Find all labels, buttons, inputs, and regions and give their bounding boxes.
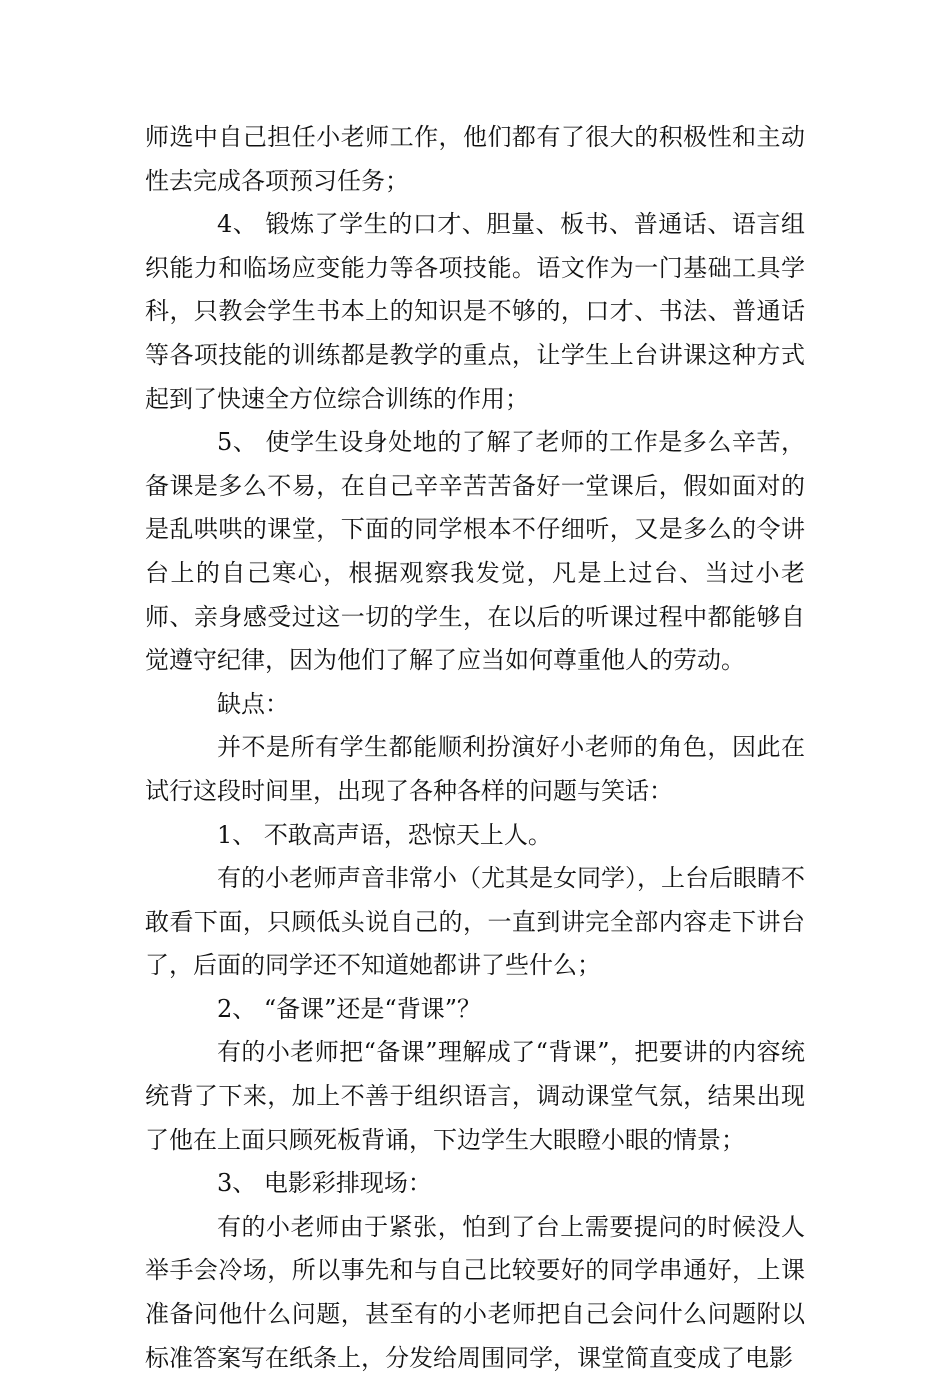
- item-heading-3: 3、 电影彩排现场：: [217, 1169, 432, 1198]
- paragraph-shortcomings-intro: 并不是所有学生都能顺利扮演好小老师的角色，因此在试行这段时间里，出现了各种各样的问题与笑话：: [145, 733, 805, 805]
- document-body: [145, 116, 805, 1380]
- paragraph-item-5: 5、 使学生设身处地的了解了老师的工作是多么辛苦，备课是多么不易，在自己辛辛苦苦备好一堂课后，假如面对的是乱哄哄的课堂，下面的同学根本不仔细听，又是多么的令讲台上的自己寒心，根据观察我发觉，凡是上过台、当过小老师、亲身感受过这一切的学生，在以后的听课过程中都能够自觉遵守纪律，因为他们了解了应当如何尊重他人的劳动。: [145, 428, 805, 675]
- section-heading-shortcomings: 缺点：: [217, 689, 289, 718]
- paragraph-item-2-detail: 有的小老师把“备课”理解成了“背课”，把要讲的内容统统背了下来，加上不善于组织语言，调动课堂气氛，结果出现了他在上面只顾死板背诵，下边学生大眼瞪小眼的情景；: [145, 1038, 805, 1154]
- item-heading-2: 2、 “备课”还是“背课”？: [217, 994, 481, 1023]
- item-heading-1: 1、 不敢高声语，恐惊天上人。: [217, 820, 552, 849]
- paragraph-item-1-detail: 有的小老师声音非常小（尤其是女同学），上台后眼睛不敢看下面，只顾低头说自己的，一直到讲完全部内容走下讲台了，后面的同学还不知道她都讲了些什么；: [145, 864, 805, 980]
- paragraph-item-4: 4、 锻炼了学生的口才、胆量、板书、普通话、语言组织能力和临场应变能力等各项技能。语文作为一门基础工具学科，只教会学生书本上的知识是不够的，口才、书法、普通话等各项技能的训练都是教学的重点，让学生上台讲课这种方式起到了快速全方位综合训练的作用；: [145, 210, 805, 413]
- paragraph-item-3-detail: 有的小老师由于紧张，怕到了台上需要提问的时候没人举手会冷场，所以事先和与自己比较要好的同学串通好，上课准备问他什么问题，甚至有的小老师把自己会问什么问题附以标准答案写在纸条上，分发给周围同学，课堂简直变成了电影: [145, 1212, 805, 1372]
- paragraph-continuation: 师选中自己担任小老师工作，他们都有了很大的积极性和主动性去完成各项预习任务；: [145, 123, 805, 195]
